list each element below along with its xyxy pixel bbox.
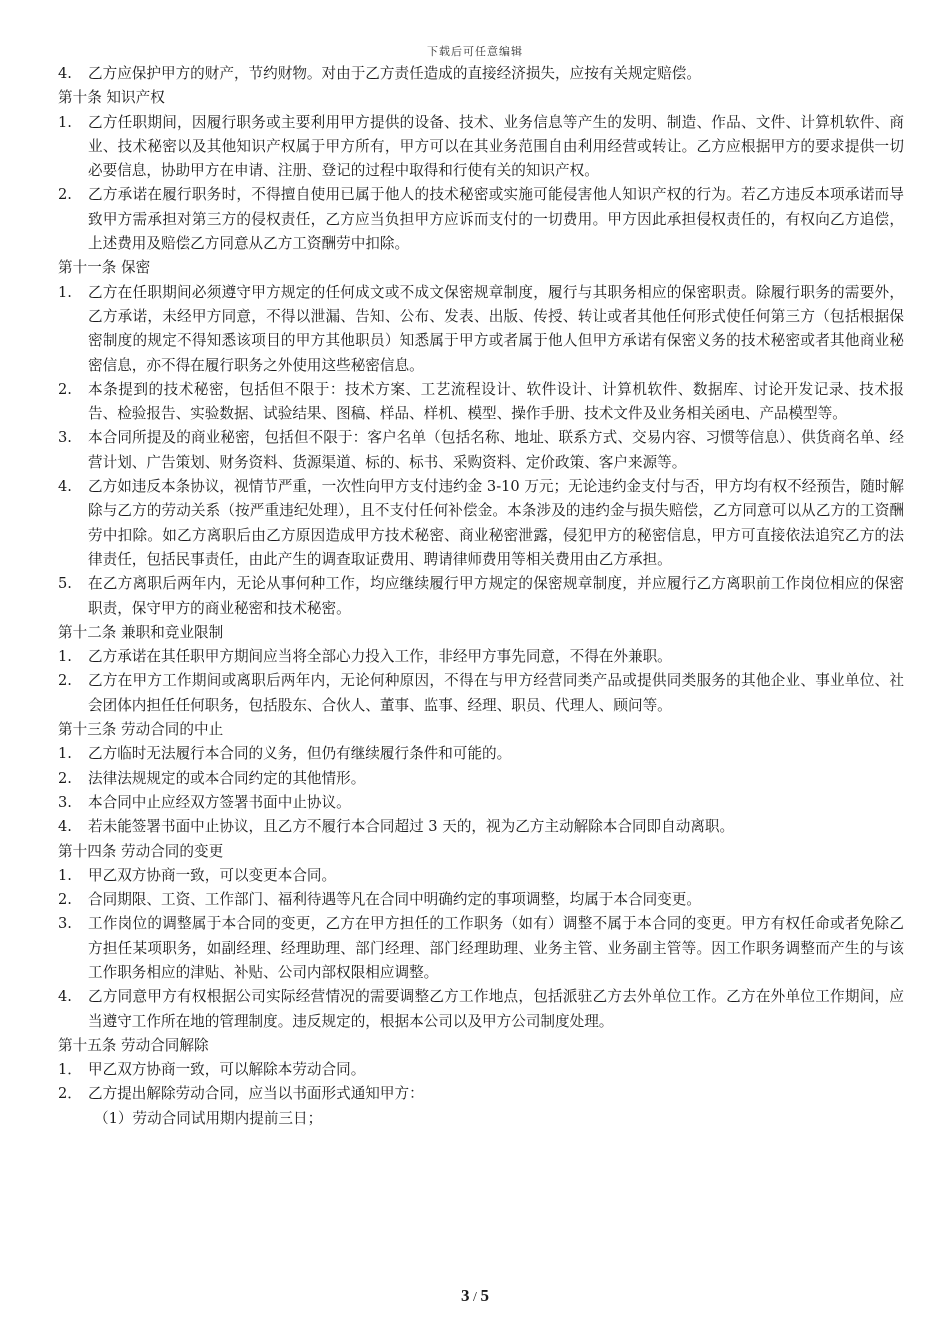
sub-item: （1）劳动合同试用期内提前三日； bbox=[94, 1109, 323, 1127]
item-text: 乙方临时无法履行本合同的义务，但仍有继续履行条件和可能的。 bbox=[88, 745, 512, 763]
item-text: 甲乙双方协商一致，可以变更本合同。 bbox=[88, 866, 337, 884]
section-heading: 第十二条 兼职和竞业限制 bbox=[58, 623, 224, 641]
numbered-item bbox=[58, 985, 904, 1034]
section-heading: 第十条 知识产权 bbox=[58, 89, 165, 107]
numbered-item bbox=[58, 912, 904, 985]
current-page: 3 bbox=[461, 1286, 470, 1305]
item-number: 2. bbox=[58, 672, 72, 690]
document-body bbox=[58, 62, 904, 1131]
section-heading: 第十四条 劳动合同的变更 bbox=[58, 842, 224, 860]
item-text: 本合同中止应经双方签署书面中止协议。 bbox=[88, 793, 351, 811]
numbered-item bbox=[58, 1082, 904, 1106]
item-text: 乙方在任职期间必须遵守甲方规定的任何成文或不成文保密规章制度，履行与其职务相应的保密职责。除履行职务的需要外，乙方承诺，未经甲方同意，不得以泄漏、告知、公布、发表、出版、传授、转让或者其他任何形式使任何第三方（包括根据保密制度的规定不得知悉该项目的甲方其他职员）知悉属于甲方或者属于他人但甲方承诺有保密义务的技术秘密或者其他商业秘密信息，亦不得在履行职务之外使用这些秘密信息。 bbox=[88, 283, 904, 374]
item-number: 2. bbox=[58, 380, 72, 398]
section-heading: 第十五条 劳动合同解除 bbox=[58, 1036, 209, 1054]
item-number: 4. bbox=[58, 988, 72, 1006]
numbered-item bbox=[58, 815, 904, 839]
item-text: 合同期限、工资、工作部门、福利待遇等凡在合同中明确约定的事项调整，均属于本合同变更。 bbox=[88, 891, 701, 909]
item-number: 3. bbox=[58, 915, 72, 933]
item-number: 2． bbox=[58, 1085, 82, 1103]
total-pages: 5 bbox=[480, 1286, 489, 1305]
item-number: 2. bbox=[58, 769, 72, 787]
numbered-item bbox=[58, 669, 904, 718]
item-number: 1. bbox=[58, 113, 72, 131]
item-text: 乙方提出解除劳动合同，应当以书面形式通知甲方： bbox=[88, 1085, 424, 1103]
item-number: 1． bbox=[58, 1061, 82, 1079]
item-text: 若未能签署书面中止协议，且乙方不履行本合同超过 3 天的，视为乙方主动解除本合同即自动离职。 bbox=[88, 818, 735, 836]
item-text: 本条提到的技术秘密，包括但不限于：技术方案、工艺流程设计、软件设计、计算机软件、数据库、讨论开发记录、技术报告、检验报告、实验数据、试验结果、图稿、样品、样机、模型、操作手册、技术文件及业务相关函电、产品模型等。 bbox=[88, 380, 904, 423]
numbered-item bbox=[58, 1058, 904, 1082]
item-text: 乙方如违反本条协议，视情节严重，一次性向甲方支付违约金 3-10 万元；无论违约金支付与否，甲方均有权不经预告，随时解除与乙方的劳动关系（按严重违纪处理），且不支付任何补偿金。本条涉及的违约金与损失赔偿，乙方同意可以从乙方的工资酬劳中扣除。如乙方离职后由乙方原因造成甲方技术秘密、商业秘密泄露，侵犯甲方的秘密信息，甲方可直接依法追究乙方的法律责任，包括民事责任，由此产生的调查取证费用、聘请律师费用等相关费用由乙方承担。 bbox=[88, 478, 904, 568]
item-text: 乙方同意甲方有权根据公司实际经营情况的需要调整乙方工作地点，包括派驻乙方去外单位工作。乙方在外单位工作期间，应当遵守工作所在地的管理制度。违反规定的，根据本公司以及甲方公司制度处理。 bbox=[88, 988, 904, 1030]
numbered-item bbox=[58, 281, 904, 378]
item-text: 乙方任职期间，因履行职务或主要利用甲方提供的设备、技术、业务信息等产生的发明、制造、作品、文件、计算机软件、商业、技术秘密以及其他知识产权属于甲方所有，甲方可以在其业务范围自由利用经营或转让。乙方应根据甲方的要求提供一切必要信息，协助甲方在申请、注册、登记的过程中取得和行使有关的知识产权。 bbox=[88, 113, 904, 180]
numbered-item bbox=[58, 888, 904, 912]
item-text: 乙方在甲方工作期间或离职后两年内，无论何种原因，不得在与甲方经营同类产品或提供同类服务的其他企业、事业单位、社会团体内担任任何职务，包括股东、合伙人、董事、监事、经理、职员、代理人、顾问等。 bbox=[88, 672, 904, 714]
item-number: 3. bbox=[58, 793, 72, 811]
item-text: 工作岗位的调整属于本合同的变更，乙方在甲方担任的工作职务（如有）调整不属于本合同的变更。甲方有权任命或者免除乙方担任某项职务，如副经理、经理助理、部门经理、部门经理助理、业务主管、业务副主管等。因工作职务调整而产生的与该工作职务相应的津贴、补贴、公司内部权限相应调整。 bbox=[88, 915, 904, 981]
item-text: 法律法规规定的或本合同约定的其他情形。 bbox=[88, 769, 366, 787]
item-number: 1. bbox=[58, 283, 72, 301]
item-number: 4. bbox=[58, 818, 72, 836]
numbered-item bbox=[58, 426, 904, 475]
numbered-item bbox=[58, 572, 904, 621]
item-number: 4. bbox=[58, 65, 72, 82]
item-text: 本合同所提及的商业秘密，包括但不限于：客户名单（包括名称、地址、联系方式、交易内容、习惯等信息）、供货商名单、经营计划、广告策划、财务资料、货源渠道、标的、标书、采购资料、定价政策、客户来源等。 bbox=[88, 429, 904, 471]
item-text: 乙方应保护甲方的财产，节约财物。对由于乙方责任造成的直接经济损失，应按有关规定赔偿。 bbox=[88, 65, 701, 82]
page-number: 3 / 5 bbox=[461, 1286, 489, 1305]
numbered-item bbox=[58, 767, 904, 791]
numbered-item bbox=[58, 742, 904, 766]
item-text: 在乙方离职后两年内，无论从事何种工作，均应继续履行甲方规定的保密规章制度，并应履行乙方离职前工作岗位相应的保密职责，保守甲方的商业秘密和技术秘密。 bbox=[88, 575, 904, 617]
numbered-item bbox=[58, 791, 904, 815]
item-number: 1. bbox=[58, 745, 72, 763]
numbered-item bbox=[58, 111, 904, 184]
item-text: 乙方承诺在其任职甲方期间应当将全部心力投入工作，非经甲方事先同意，不得在外兼职。 bbox=[88, 648, 672, 666]
numbered-item bbox=[58, 864, 904, 888]
item-number: 1. bbox=[58, 648, 72, 666]
item-number: 5. bbox=[58, 575, 72, 593]
item-number: 3. bbox=[58, 429, 72, 447]
page-header: 下载后可任意编辑 bbox=[427, 45, 523, 58]
item-number: 2. bbox=[58, 186, 72, 204]
item-number: 1. bbox=[58, 866, 72, 884]
item-text: 甲乙双方协商一致，可以解除本劳动合同。 bbox=[88, 1061, 366, 1079]
item-number: 2. bbox=[58, 891, 72, 909]
numbered-item bbox=[58, 62, 904, 86]
numbered-item bbox=[58, 645, 904, 669]
item-number: 4. bbox=[58, 478, 72, 496]
item-text: 乙方承诺在履行职务时，不得擅自使用已属于他人的技术秘密或实施可能侵害他人知识产权的行为。若乙方违反本项承诺而导致甲方需承担对第三方的侵权责任，乙方应当负担甲方应诉而支付的一切费用。甲方因此承担侵权责任的，有权向乙方追偿，上述费用及赔偿乙方同意从乙方工资酬劳中扣除。 bbox=[88, 186, 904, 253]
numbered-item bbox=[58, 378, 904, 427]
section-heading: 第十一条 保密 bbox=[58, 259, 151, 277]
numbered-item bbox=[58, 475, 904, 572]
section-heading: 第十三条 劳动合同的中止 bbox=[58, 721, 224, 739]
numbered-item bbox=[58, 183, 904, 256]
